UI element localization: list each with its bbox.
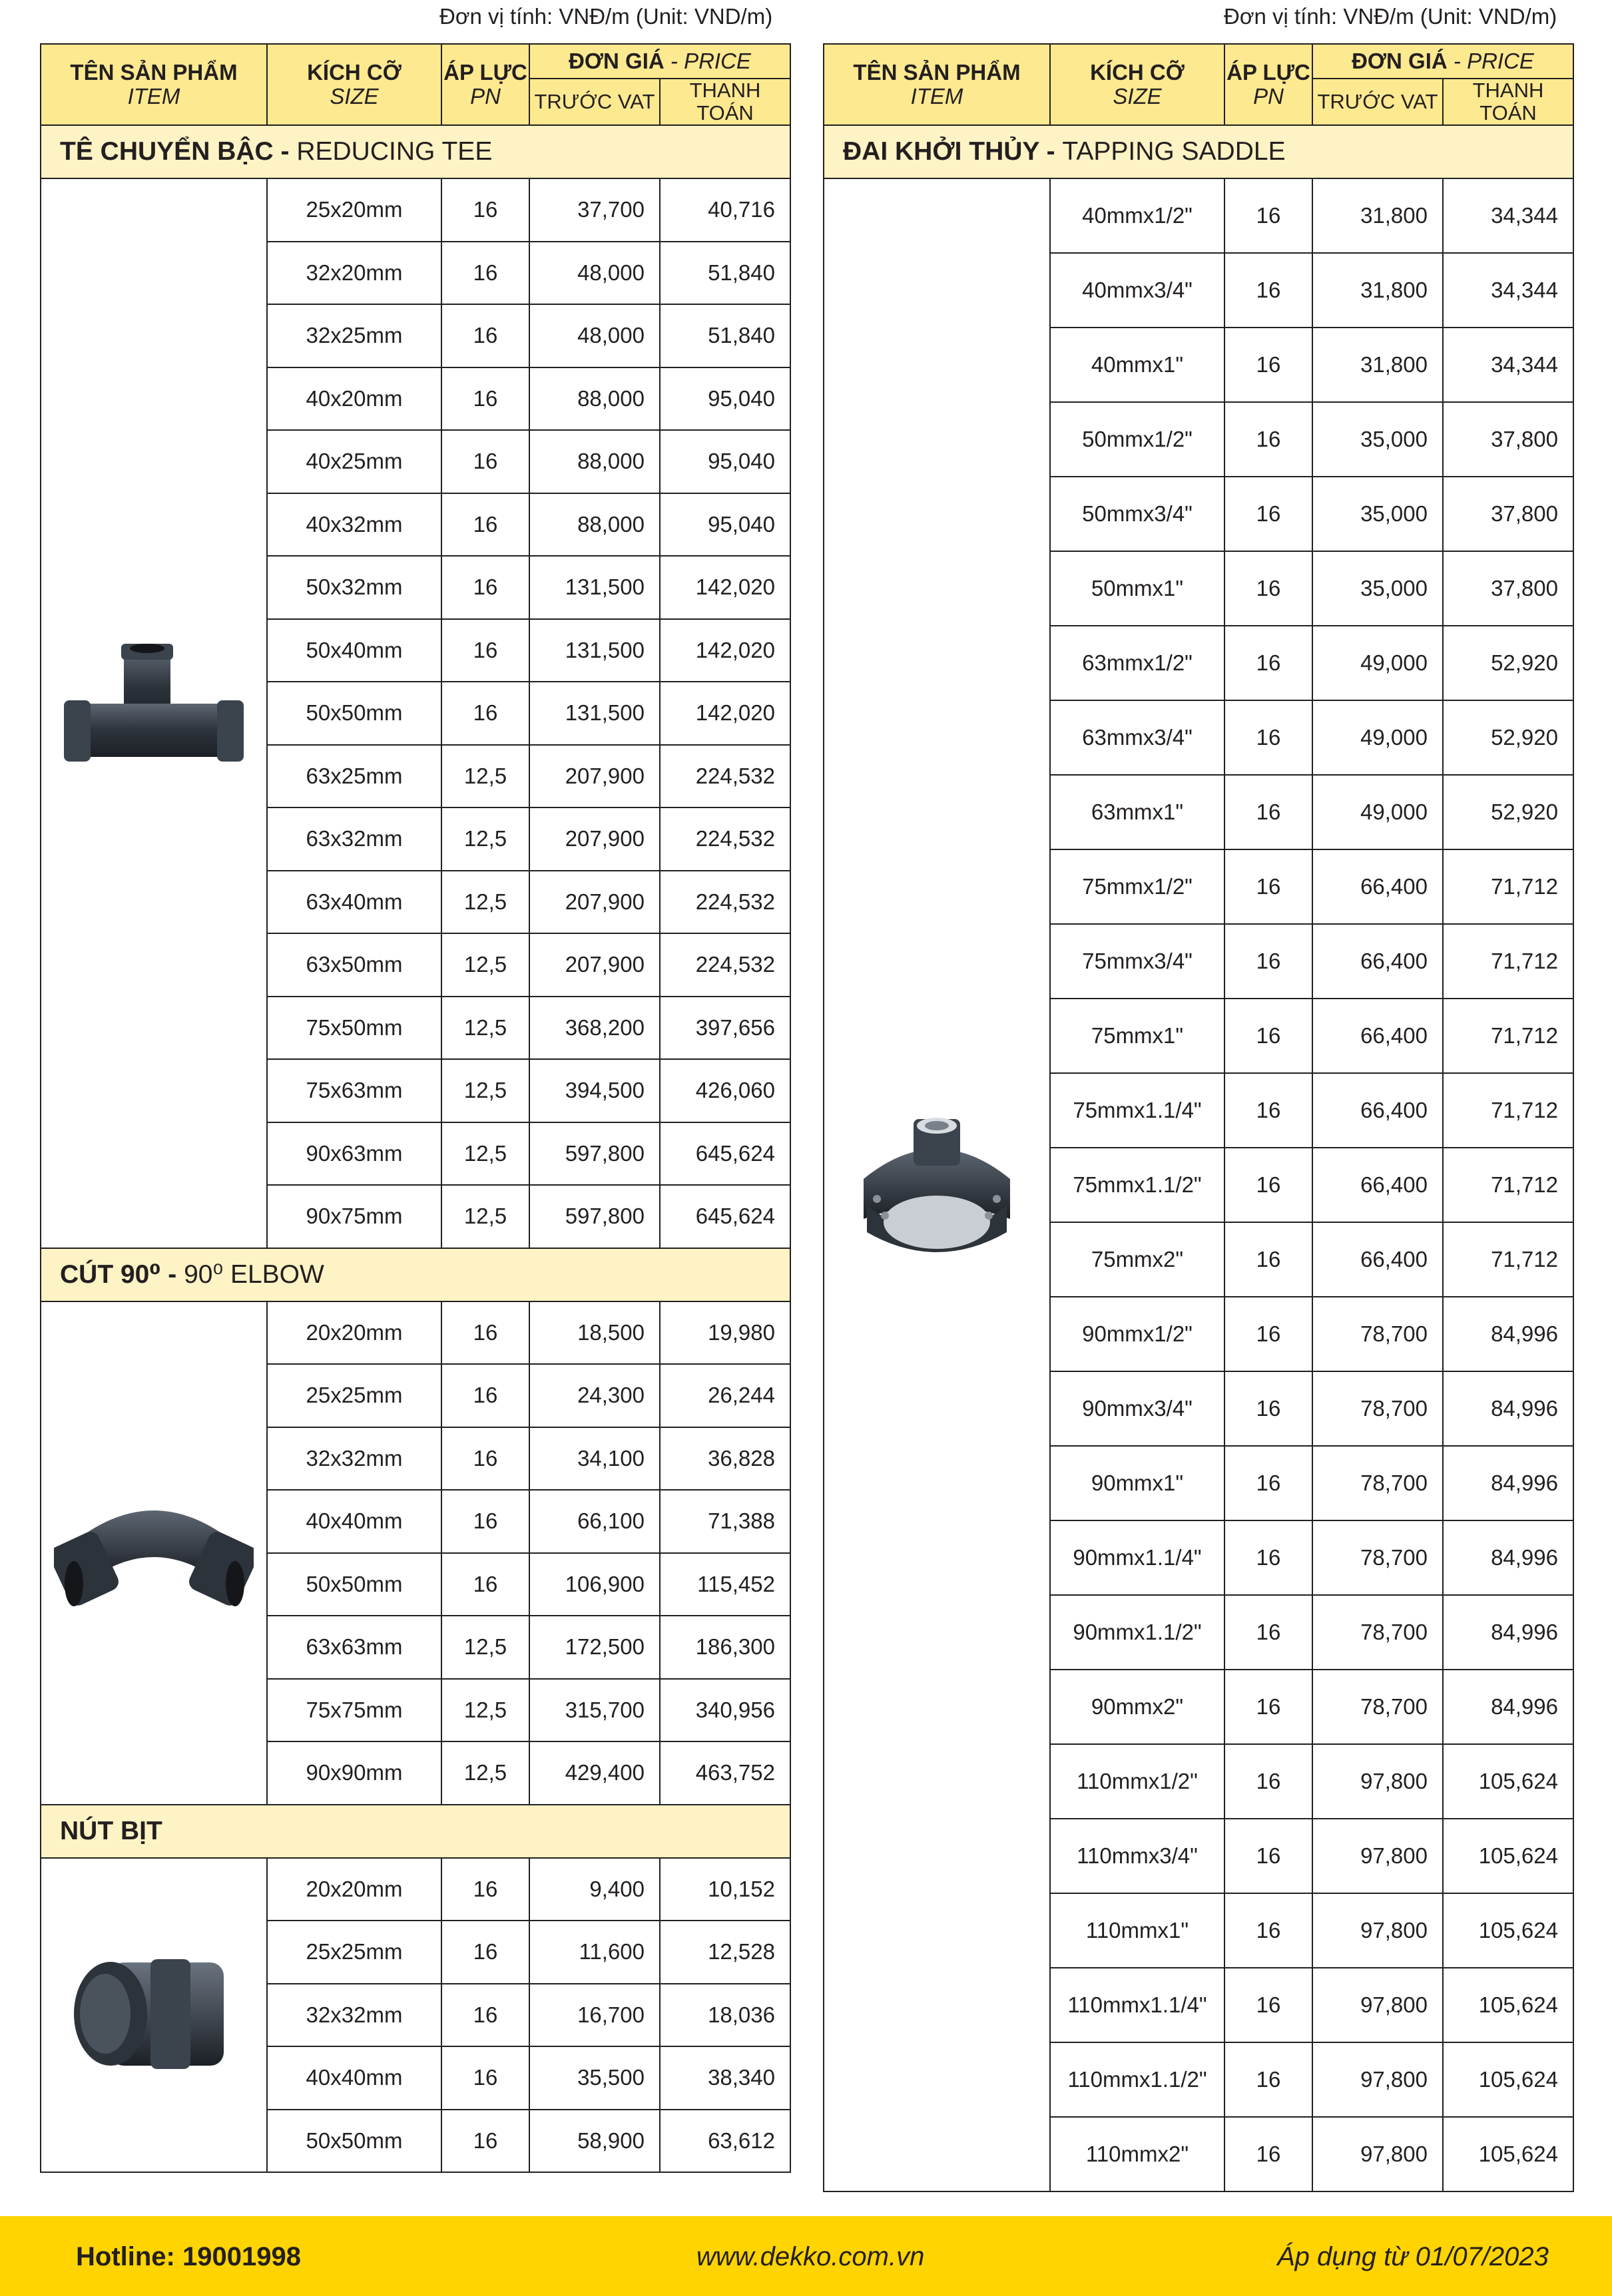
price-payment-cell: 37,800 bbox=[1443, 477, 1573, 551]
size-cell: 63x50mm bbox=[267, 933, 441, 997]
header-price: ĐƠN GIÁ - PRICE bbox=[529, 44, 790, 79]
size-cell: 20x20mm bbox=[267, 1301, 441, 1365]
size-cell: 40x25mm bbox=[267, 430, 441, 493]
pressure-cell: 16 bbox=[441, 304, 529, 367]
pressure-cell: 16 bbox=[441, 367, 529, 431]
price-payment-cell: 224,532 bbox=[660, 807, 790, 871]
pressure-cell: 12,5 bbox=[441, 933, 529, 997]
price-payment-cell: 84,996 bbox=[1443, 1520, 1573, 1595]
price-before-vat-cell: 66,400 bbox=[1312, 849, 1443, 924]
pressure-cell: 16 bbox=[1224, 775, 1312, 849]
price-payment-cell: 10,152 bbox=[660, 1858, 790, 1921]
pressure-cell: 16 bbox=[441, 1427, 529, 1491]
pressure-cell: 16 bbox=[441, 430, 529, 493]
pressure-cell: 12,5 bbox=[441, 1122, 529, 1186]
price-payment-cell: 26,244 bbox=[660, 1364, 790, 1427]
price-before-vat-cell: 131,500 bbox=[529, 682, 660, 745]
size-cell: 75mmx2" bbox=[1050, 1222, 1224, 1297]
price-payment-cell: 340,956 bbox=[660, 1679, 790, 1742]
effective-date: Áp dụng từ 01/07/2023 bbox=[1277, 2242, 1549, 2271]
pressure-cell: 16 bbox=[441, 1553, 529, 1616]
price-payment-cell: 37,800 bbox=[1443, 402, 1573, 477]
price-before-vat-cell: 207,900 bbox=[529, 807, 660, 871]
price-before-vat-cell: 394,500 bbox=[529, 1059, 660, 1122]
price-before-vat-cell: 37,700 bbox=[529, 178, 660, 242]
pressure-cell: 16 bbox=[1224, 1297, 1312, 1371]
price-payment-cell: 71,712 bbox=[1443, 1073, 1573, 1148]
price-before-vat-cell: 24,300 bbox=[529, 1364, 660, 1427]
price-payment-cell: 95,040 bbox=[660, 430, 790, 493]
size-cell: 25x20mm bbox=[267, 178, 441, 242]
size-cell: 50x50mm bbox=[267, 1553, 441, 1616]
size-cell: 63mmx1/2" bbox=[1050, 626, 1224, 700]
table-row bbox=[824, 178, 1573, 253]
section-header bbox=[824, 125, 1573, 178]
price-before-vat-cell: 88,000 bbox=[529, 367, 660, 431]
price-payment-cell: 84,996 bbox=[1443, 1446, 1573, 1520]
product-image bbox=[41, 178, 267, 1248]
size-cell: 40x20mm bbox=[267, 367, 441, 431]
pressure-cell: 16 bbox=[1224, 477, 1312, 551]
size-cell: 63x40mm bbox=[267, 871, 441, 934]
price-before-vat-cell: 78,700 bbox=[1312, 1371, 1443, 1446]
price-before-vat-cell: 88,000 bbox=[529, 493, 660, 557]
price-payment-cell: 52,920 bbox=[1443, 626, 1573, 700]
size-cell: 90x75mm bbox=[267, 1185, 441, 1248]
price-before-vat-cell: 97,800 bbox=[1312, 2042, 1443, 2117]
section-title-vi: TÊ CHUYỂN BẬC - bbox=[60, 137, 297, 166]
price-before-vat-cell: 16,700 bbox=[529, 1984, 660, 2047]
product-image bbox=[824, 178, 1050, 2191]
price-payment-cell: 51,840 bbox=[660, 304, 790, 367]
pressure-cell: 16 bbox=[1224, 2042, 1312, 2117]
pressure-cell: 16 bbox=[1224, 2117, 1312, 2191]
table-header bbox=[824, 44, 1573, 125]
price-payment-cell: 645,624 bbox=[660, 1122, 790, 1186]
section-header bbox=[41, 1248, 790, 1301]
price-before-vat-cell: 207,900 bbox=[529, 745, 660, 808]
price-before-vat-cell: 34,100 bbox=[529, 1427, 660, 1491]
size-cell: 110mmx2" bbox=[1050, 2117, 1224, 2191]
size-cell: 40mmx1/2" bbox=[1050, 178, 1224, 253]
size-cell: 90x63mm bbox=[267, 1122, 441, 1186]
price-before-vat-cell: 172,500 bbox=[529, 1616, 660, 1679]
pressure-cell: 16 bbox=[1224, 253, 1312, 328]
price-payment-cell: 84,996 bbox=[1443, 1297, 1573, 1371]
price-payment-cell: 34,344 bbox=[1443, 328, 1573, 402]
unit-note-left: Đơn vị tính: VNĐ/m (Unit: VND/m) bbox=[439, 4, 773, 29]
section-title-vi: CÚT 90⁰ - bbox=[60, 1260, 184, 1289]
size-cell: 90mmx1/2" bbox=[1050, 1297, 1224, 1371]
section-title-vi: ĐAI KHỞI THỦY - bbox=[843, 137, 1063, 166]
product-image bbox=[41, 1301, 267, 1805]
section-title bbox=[41, 125, 790, 178]
price-payment-cell: 84,996 bbox=[1443, 1670, 1573, 1744]
price-before-vat-cell: 66,400 bbox=[1312, 1222, 1443, 1297]
size-cell: 40x32mm bbox=[267, 493, 441, 557]
header-payment: THANH TOÁN bbox=[1443, 79, 1573, 125]
pressure-cell: 16 bbox=[1224, 924, 1312, 999]
size-cell: 50x40mm bbox=[267, 619, 441, 682]
size-cell: 20x20mm bbox=[267, 1858, 441, 1921]
pressure-cell: 16 bbox=[441, 682, 529, 745]
size-cell: 90mmx2" bbox=[1050, 1670, 1224, 1744]
header-before-vat: TRƯỚC VAT bbox=[1312, 79, 1443, 125]
price-before-vat-cell: 49,000 bbox=[1312, 626, 1443, 700]
size-cell: 110mmx1.1/2" bbox=[1050, 2042, 1224, 2117]
price-payment-cell: 71,712 bbox=[1443, 849, 1573, 924]
size-cell: 110mmx1" bbox=[1050, 1893, 1224, 1968]
pressure-cell: 16 bbox=[1224, 178, 1312, 253]
price-before-vat-cell: 11,600 bbox=[529, 1921, 660, 1984]
size-cell: 32x32mm bbox=[267, 1427, 441, 1491]
pressure-cell: 12,5 bbox=[441, 1616, 529, 1679]
pressure-cell: 16 bbox=[1224, 999, 1312, 1073]
size-cell: 75mmx1.1/4" bbox=[1050, 1073, 1224, 1148]
price-payment-cell: 52,920 bbox=[1443, 775, 1573, 849]
pressure-cell: 12,5 bbox=[441, 1679, 529, 1742]
pressure-cell: 16 bbox=[1224, 1446, 1312, 1520]
price-payment-cell: 40,716 bbox=[660, 178, 790, 242]
header-pressure: ÁP LỰC PN bbox=[1224, 44, 1312, 125]
price-before-vat-cell: 97,800 bbox=[1312, 1968, 1443, 2042]
price-payment-cell: 71,712 bbox=[1443, 999, 1573, 1073]
price-before-vat-cell: 35,000 bbox=[1312, 551, 1443, 626]
price-payment-cell: 38,340 bbox=[660, 2046, 790, 2110]
price-before-vat-cell: 31,800 bbox=[1312, 178, 1443, 253]
price-before-vat-cell: 18,500 bbox=[529, 1301, 660, 1365]
size-cell: 50x32mm bbox=[267, 556, 441, 619]
pressure-cell: 16 bbox=[441, 242, 529, 305]
pressure-cell: 16 bbox=[1224, 1670, 1312, 1744]
size-cell: 75mmx1.1/2" bbox=[1050, 1148, 1224, 1222]
pressure-cell: 16 bbox=[1224, 328, 1312, 402]
size-cell: 75x75mm bbox=[267, 1679, 441, 1742]
table-row bbox=[41, 1301, 790, 1365]
size-cell: 90mmx1.1/2" bbox=[1050, 1595, 1224, 1670]
pressure-cell: 16 bbox=[441, 1301, 529, 1365]
price-payment-cell: 19,980 bbox=[660, 1301, 790, 1365]
price-before-vat-cell: 35,000 bbox=[1312, 402, 1443, 477]
price-payment-cell: 36,828 bbox=[660, 1427, 790, 1491]
pressure-cell: 16 bbox=[441, 1984, 529, 2047]
tapping-saddle-icon bbox=[850, 1239, 1023, 1263]
size-cell: 50mmx3/4" bbox=[1050, 477, 1224, 551]
price-payment-cell: 105,624 bbox=[1443, 1893, 1573, 1968]
size-cell: 75mmx1/2" bbox=[1050, 849, 1224, 924]
header-size: KÍCH CỠ SIZE bbox=[267, 44, 441, 125]
price-payment-cell: 37,800 bbox=[1443, 551, 1573, 626]
size-cell: 90mmx3/4" bbox=[1050, 1371, 1224, 1446]
price-table-left bbox=[40, 43, 791, 2173]
price-before-vat-cell: 106,900 bbox=[529, 1553, 660, 1616]
header-payment: THANH TOÁN bbox=[660, 79, 790, 125]
price-payment-cell: 71,388 bbox=[660, 1490, 790, 1553]
price-before-vat-cell: 207,900 bbox=[529, 871, 660, 934]
price-payment-cell: 95,040 bbox=[660, 367, 790, 431]
size-cell: 110mmx1.1/4" bbox=[1050, 1968, 1224, 2042]
price-before-vat-cell: 597,800 bbox=[529, 1122, 660, 1186]
price-before-vat-cell: 9,400 bbox=[529, 1858, 660, 1921]
pressure-cell: 12,5 bbox=[441, 1741, 529, 1805]
price-before-vat-cell: 31,800 bbox=[1312, 253, 1443, 328]
price-payment-cell: 397,656 bbox=[660, 997, 790, 1060]
price-payment-cell: 105,624 bbox=[1443, 1968, 1573, 2042]
size-cell: 63mmx3/4" bbox=[1050, 700, 1224, 775]
price-payment-cell: 426,060 bbox=[660, 1059, 790, 1122]
size-cell: 75mmx1" bbox=[1050, 999, 1224, 1073]
pressure-cell: 16 bbox=[441, 1921, 529, 1984]
price-payment-cell: 71,712 bbox=[1443, 1222, 1573, 1297]
size-cell: 90x90mm bbox=[267, 1741, 441, 1805]
product-image bbox=[41, 1858, 267, 2173]
size-cell: 110mmx3/4" bbox=[1050, 1819, 1224, 1893]
price-payment-cell: 34,344 bbox=[1443, 253, 1573, 328]
size-cell: 32x25mm bbox=[267, 304, 441, 367]
end-cap-icon bbox=[64, 2059, 244, 2084]
size-cell: 75x63mm bbox=[267, 1059, 441, 1122]
pressure-cell: 12,5 bbox=[441, 807, 529, 871]
price-before-vat-cell: 66,400 bbox=[1312, 924, 1443, 999]
footer-bar bbox=[0, 2216, 1612, 2296]
price-before-vat-cell: 97,800 bbox=[1312, 1893, 1443, 1968]
size-cell: 50x50mm bbox=[267, 2110, 441, 2173]
pressure-cell: 16 bbox=[1224, 1595, 1312, 1670]
table-row bbox=[41, 1858, 790, 1921]
price-table-right bbox=[823, 43, 1574, 2192]
price-payment-cell: 84,996 bbox=[1443, 1595, 1573, 1670]
section-title-en: REDUCING TEE bbox=[296, 137, 493, 166]
pressure-cell: 16 bbox=[1224, 1819, 1312, 1893]
price-payment-cell: 71,712 bbox=[1443, 924, 1573, 999]
price-before-vat-cell: 97,800 bbox=[1312, 1819, 1443, 1893]
section-title-en: TAPPING SADDLE bbox=[1062, 137, 1286, 166]
size-cell: 50mmx1/2" bbox=[1050, 402, 1224, 477]
price-before-vat-cell: 58,900 bbox=[529, 2110, 660, 2173]
price-before-vat-cell: 207,900 bbox=[529, 933, 660, 997]
price-before-vat-cell: 78,700 bbox=[1312, 1670, 1443, 1744]
pressure-cell: 16 bbox=[1224, 1893, 1312, 1968]
price-payment-cell: 52,920 bbox=[1443, 700, 1573, 775]
header-size: KÍCH CỠ SIZE bbox=[1050, 44, 1224, 125]
pressure-cell: 12,5 bbox=[441, 1185, 529, 1248]
price-before-vat-cell: 48,000 bbox=[529, 242, 660, 305]
size-cell: 63x63mm bbox=[267, 1616, 441, 1679]
price-before-vat-cell: 597,800 bbox=[529, 1185, 660, 1248]
price-payment-cell: 142,020 bbox=[660, 556, 790, 619]
pressure-cell: 16 bbox=[441, 1858, 529, 1921]
size-cell: 40mmx1" bbox=[1050, 328, 1224, 402]
price-before-vat-cell: 35,500 bbox=[529, 2046, 660, 2110]
price-before-vat-cell: 315,700 bbox=[529, 1679, 660, 1742]
pressure-cell: 16 bbox=[1224, 1148, 1312, 1222]
unit-note-right: Đơn vị tính: VNĐ/m (Unit: VND/m) bbox=[1224, 4, 1557, 29]
pressure-cell: 16 bbox=[441, 556, 529, 619]
table-header bbox=[41, 44, 790, 125]
pressure-cell: 16 bbox=[1224, 551, 1312, 626]
price-before-vat-cell: 78,700 bbox=[1312, 1446, 1443, 1520]
pressure-cell: 16 bbox=[1224, 1073, 1312, 1148]
section-title bbox=[824, 125, 1573, 178]
price-before-vat-cell: 368,200 bbox=[529, 997, 660, 1060]
pressure-cell: 16 bbox=[441, 178, 529, 242]
price-payment-cell: 105,624 bbox=[1443, 2042, 1573, 2117]
table-row bbox=[41, 178, 790, 242]
header-item: TÊN SẢN PHẨM ITEM bbox=[41, 44, 267, 125]
price-before-vat-cell: 35,000 bbox=[1312, 477, 1443, 551]
price-payment-cell: 18,036 bbox=[660, 1984, 790, 2047]
size-cell: 90mmx1.1/4" bbox=[1050, 1520, 1224, 1595]
elbow-90-icon bbox=[54, 1590, 254, 1615]
section-title bbox=[41, 1248, 790, 1301]
size-cell: 25x25mm bbox=[267, 1364, 441, 1427]
size-cell: 63mmx1" bbox=[1050, 775, 1224, 849]
price-before-vat-cell: 66,400 bbox=[1312, 1073, 1443, 1148]
pressure-cell: 16 bbox=[1224, 1744, 1312, 1819]
pressure-cell: 16 bbox=[441, 1364, 529, 1427]
pressure-cell: 16 bbox=[1224, 402, 1312, 477]
price-payment-cell: 105,624 bbox=[1443, 1819, 1573, 1893]
price-before-vat-cell: 97,800 bbox=[1312, 1744, 1443, 1819]
pressure-cell: 16 bbox=[441, 2046, 529, 2110]
price-payment-cell: 12,528 bbox=[660, 1921, 790, 1984]
section-header bbox=[41, 125, 790, 178]
price-before-vat-cell: 78,700 bbox=[1312, 1520, 1443, 1595]
price-payment-cell: 63,612 bbox=[660, 2110, 790, 2173]
price-before-vat-cell: 66,100 bbox=[529, 1490, 660, 1553]
pressure-cell: 12,5 bbox=[441, 997, 529, 1060]
price-before-vat-cell: 78,700 bbox=[1312, 1595, 1443, 1670]
price-payment-cell: 224,532 bbox=[660, 871, 790, 934]
pressure-cell: 16 bbox=[1224, 1968, 1312, 2042]
size-cell: 50x50mm bbox=[267, 682, 441, 745]
website-link[interactable]: www.dekko.com.vn bbox=[696, 2242, 925, 2271]
price-payment-cell: 463,752 bbox=[660, 1741, 790, 1805]
price-before-vat-cell: 429,400 bbox=[529, 1741, 660, 1805]
hotline: Hotline: 19001998 bbox=[76, 2242, 301, 2271]
price-payment-cell: 142,020 bbox=[660, 682, 790, 745]
section-title-en: 90⁰ ELBOW bbox=[184, 1260, 324, 1289]
size-cell: 40x40mm bbox=[267, 2046, 441, 2110]
pressure-cell: 16 bbox=[441, 493, 529, 557]
size-cell: 75mmx3/4" bbox=[1050, 924, 1224, 999]
header-pressure: ÁP LỰC PN bbox=[441, 44, 529, 125]
price-before-vat-cell: 78,700 bbox=[1312, 1297, 1443, 1371]
section-title-vi: NÚT BỊT bbox=[60, 1816, 162, 1845]
pressure-cell: 16 bbox=[1224, 626, 1312, 700]
price-before-vat-cell: 31,800 bbox=[1312, 328, 1443, 402]
header-item: TÊN SẢN PHẨM ITEM bbox=[824, 44, 1050, 125]
size-cell: 40mmx3/4" bbox=[1050, 253, 1224, 328]
reducing-tee-icon bbox=[57, 760, 250, 785]
price-before-vat-cell: 49,000 bbox=[1312, 700, 1443, 775]
price-before-vat-cell: 131,500 bbox=[529, 619, 660, 682]
pressure-cell: 16 bbox=[1224, 1222, 1312, 1297]
price-payment-cell: 142,020 bbox=[660, 619, 790, 682]
size-cell: 90mmx1" bbox=[1050, 1446, 1224, 1520]
pressure-cell: 12,5 bbox=[441, 745, 529, 808]
price-payment-cell: 105,624 bbox=[1443, 2117, 1573, 2191]
price-before-vat-cell: 66,400 bbox=[1312, 999, 1443, 1073]
price-payment-cell: 186,300 bbox=[660, 1616, 790, 1679]
size-cell: 32x32mm bbox=[267, 1984, 441, 2047]
section-title bbox=[41, 1805, 790, 1858]
size-cell: 50mmx1" bbox=[1050, 551, 1224, 626]
size-cell: 63x25mm bbox=[267, 745, 441, 808]
pressure-cell: 16 bbox=[1224, 1520, 1312, 1595]
size-cell: 75x50mm bbox=[267, 997, 441, 1060]
pressure-cell: 16 bbox=[1224, 700, 1312, 775]
price-payment-cell: 645,624 bbox=[660, 1185, 790, 1248]
price-payment-cell: 95,040 bbox=[660, 493, 790, 557]
section-header bbox=[41, 1805, 790, 1858]
header-price: ĐƠN GIÁ - PRICE bbox=[1312, 44, 1573, 79]
size-cell: 25x25mm bbox=[267, 1921, 441, 1984]
price-payment-cell: 115,452 bbox=[660, 1553, 790, 1616]
price-payment-cell: 84,996 bbox=[1443, 1371, 1573, 1446]
price-before-vat-cell: 131,500 bbox=[529, 556, 660, 619]
price-before-vat-cell: 97,800 bbox=[1312, 2117, 1443, 2191]
price-payment-cell: 224,532 bbox=[660, 745, 790, 808]
header-before-vat: TRƯỚC VAT bbox=[529, 79, 660, 125]
size-cell: 63x32mm bbox=[267, 807, 441, 871]
pressure-cell: 16 bbox=[1224, 1371, 1312, 1446]
price-payment-cell: 105,624 bbox=[1443, 1744, 1573, 1819]
pressure-cell: 16 bbox=[441, 1490, 529, 1553]
price-payment-cell: 34,344 bbox=[1443, 178, 1573, 253]
size-cell: 40x40mm bbox=[267, 1490, 441, 1553]
price-before-vat-cell: 48,000 bbox=[529, 304, 660, 367]
pressure-cell: 12,5 bbox=[441, 871, 529, 934]
pressure-cell: 12,5 bbox=[441, 1059, 529, 1122]
pressure-cell: 16 bbox=[441, 2110, 529, 2173]
size-cell: 110mmx1/2" bbox=[1050, 1744, 1224, 1819]
price-before-vat-cell: 88,000 bbox=[529, 430, 660, 493]
price-before-vat-cell: 66,400 bbox=[1312, 1148, 1443, 1222]
pressure-cell: 16 bbox=[441, 619, 529, 682]
price-payment-cell: 224,532 bbox=[660, 933, 790, 997]
pressure-cell: 16 bbox=[1224, 849, 1312, 924]
price-payment-cell: 51,840 bbox=[660, 242, 790, 305]
size-cell: 32x20mm bbox=[267, 242, 441, 305]
price-payment-cell: 71,712 bbox=[1443, 1148, 1573, 1222]
price-before-vat-cell: 49,000 bbox=[1312, 775, 1443, 849]
